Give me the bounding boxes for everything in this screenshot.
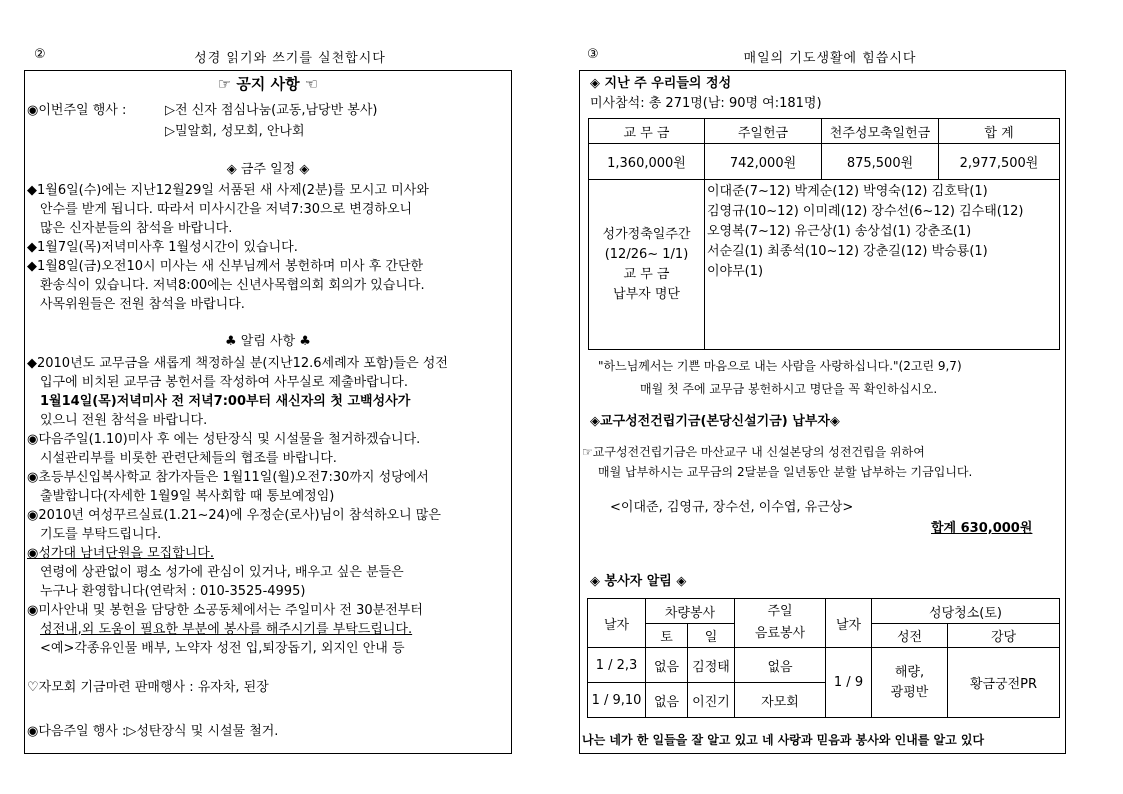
scripture-quote: "하느님께서는 기쁜 마음으로 내는 사람을 사랑하십니다."(2고린 9,7) <box>598 359 962 373</box>
notice-line: ◉2010년 여성꾸르실료(1.21~24)에 우정순(로사)님이 참석하오니 많은 <box>27 508 441 523</box>
vol-header-sanctuary: 성전 <box>872 624 948 648</box>
donor-line: 김영규(10~12) 이미례(12) 장수선(6~12) 김수태(12) <box>707 204 1024 219</box>
clean-date: 1 / 9 <box>826 648 872 718</box>
notice-line: ◉다음주일(1.10)미사 후 에는 성탄장식 및 시설물을 철거하겠습니다. <box>27 432 421 447</box>
notice-line: ◉초등부신입복사학교 참가자들은 1월11일(월)오전7:30까지 성당에서 <box>27 470 429 485</box>
donor-line: 이야무(1) <box>707 264 764 279</box>
notice-title: ☞ 공지 사항 ☜ <box>217 75 319 93</box>
clean-hall: 황금궁전PR <box>948 648 1060 718</box>
donor-label <box>589 180 705 350</box>
vol-sun: 김정태 <box>688 648 735 683</box>
fund-desc-1: ☞교구성전건립기금은 마산교구 내 신설본당의 성전건립을 위하여 <box>582 445 925 459</box>
this-week-event-2: ▷밀알회, 성모회, 안나회 <box>165 124 305 139</box>
notice-line: ♡자모회 기금마련 판매행사 : 유자차, 된장 <box>27 680 269 695</box>
offer-value: 742,000원 <box>705 144 822 180</box>
schedule-line: ◆1월8일(금)오전10시 미사는 새 신부님께서 봉헌하며 미사 후 간단한 <box>27 259 424 274</box>
notice2-title: ♣ 알림 사항 ♣ <box>225 334 311 349</box>
notice-line: 시설관리부를 비롯한 관련단체들의 협조를 바랍니다. <box>40 451 337 466</box>
schedule-line: ◆1월6일(수)에는 지난12월29일 서품된 새 사제(2분)를 모시고 미사와 <box>27 183 429 198</box>
clean-sanctuary-line: 광평반 <box>890 684 929 700</box>
fund-desc-2: 매월 납부하시는 교무금의 2달분을 일년동안 분할 납부하는 기금입니다. <box>598 465 973 479</box>
notice-line: 출발합니다(자세한 1월9일 복사회합 때 통보예정임) <box>40 489 335 504</box>
vol-header-drink <box>735 599 826 648</box>
fund-names: <이대준, 김영규, 장수선, 이수엽, 유근상> <box>610 500 854 515</box>
offering-table <box>588 118 1060 350</box>
schedule-line: ◆1월7일(목)저녁미사후 1월성시간이 있습니다. <box>27 240 298 255</box>
offering-reminder: 매월 첫 주에 교무금 봉헌하시고 명단을 꼭 확인하십시오. <box>640 382 938 396</box>
vol-header-sun: 일 <box>688 624 735 648</box>
vol-drink: 없음 <box>735 648 826 683</box>
offer-value: 1,360,000원 <box>589 144 705 180</box>
fund-title: ◈교구성전건립기금(본당신설기금) 납부자◈ <box>590 414 840 429</box>
donor-list <box>705 180 1060 350</box>
schedule-line: 많은 신자분들의 참석을 바랍니다. <box>40 221 233 236</box>
notice-line: ◆2010년도 교무금을 새롭게 책정하실 분(지난12.6세례자 포함)들은 성전 <box>27 356 448 371</box>
notice-line: 1월14일(목)저녁미사 전 저녁7:00부터 새신자의 첫 고백성사가 <box>40 394 411 409</box>
vol-header-clean: 성당청소(토) <box>872 599 1060 624</box>
schedule-line: 환송식이 있습니다. 저녁8:00에는 신년사목협의회 회의가 있습니다. <box>40 278 425 293</box>
donor-label-line: 납부자 명단 <box>613 286 680 302</box>
clean-sanctuary <box>872 648 948 718</box>
left-page-number: ② <box>34 47 47 62</box>
vol-date: 1 / 9,10 <box>588 683 646 718</box>
offer-header: 주일헌금 <box>705 119 822 144</box>
vol-sat: 없음 <box>646 648 688 683</box>
donor-line: 오영복(7~12) 유근상(1) 송상섭(1) 강춘조(1) <box>707 224 972 239</box>
offering-title: ◈ 지난 주 우리들의 정성 <box>590 76 732 91</box>
notice-line: 입구에 비치된 교무금 봉헌서를 작성하여 사무실로 제출바랍니다. <box>40 375 408 390</box>
notice-line: ◉미사안내 및 봉헌을 담당한 소공동체에서는 주일미사 전 30분전부터 <box>27 603 423 618</box>
schedule-line: 사목위원들은 전원 참석을 바랍니다. <box>40 297 245 312</box>
vol-header-sat: 토 <box>646 624 688 648</box>
vol-header-date2: 날자 <box>826 599 872 648</box>
vol-header-hall: 강당 <box>948 624 1060 648</box>
footer-verse: 나는 네가 한 일들을 잘 알고 있고 네 사랑과 믿음과 봉사와 인내를 알고 있다 <box>582 733 985 747</box>
notice-line: 기도를 부탁드립니다. <box>40 527 162 542</box>
donor-line: 이대준(7~12) 박계순(12) 박영숙(12) 김호탁(1) <box>707 184 988 199</box>
fund-total: 합계 630,000원 <box>931 521 1033 536</box>
right-page-number: ③ <box>587 47 600 62</box>
offering-panel <box>579 70 1066 754</box>
notice-line: ◉성가대 남녀단원을 모집합니다. <box>27 546 214 561</box>
vol-header-drink-1: 주일 <box>767 604 793 619</box>
donor-line: 서순길(1) 최종석(10~12) 강춘길(12) 박승룡(1) <box>707 244 988 259</box>
notice-line: 연령에 상관없이 평소 성가에 관심이 있거나, 배우고 싶은 분들은 <box>40 565 404 580</box>
attendance: 미사참석: 총 271명(남: 90명 여:181명) <box>590 96 822 111</box>
notice-line: 있으니 전원 참석을 바랍니다. <box>40 413 208 428</box>
vol-header-vehicle: 차량봉사 <box>646 599 735 624</box>
offer-value: 875,500원 <box>822 144 939 180</box>
vol-sat: 없음 <box>646 683 688 718</box>
notice-line: 누구나 환영합니다(연락처 : 010-3525-4995) <box>40 584 306 599</box>
left-page-header: 성경 읽기와 쓰기를 실천합시다 <box>194 51 386 66</box>
schedule-line: 안수를 받게 됩니다. 따라서 미사시간을 저녁7:30으로 변경하오니 <box>40 202 413 217</box>
clean-sanctuary-line: 해량, <box>894 664 925 680</box>
notice-panel <box>24 70 512 754</box>
next-week-event: ◉다음주일 행사 :▷성탄장식 및 시설물 철거. <box>27 724 279 739</box>
donor-label-line: 교 무 금 <box>623 266 670 282</box>
right-page-header: 매일의 기도생활에 힘씁시다 <box>743 51 917 66</box>
offer-value: 2,977,500원 <box>939 144 1060 180</box>
donor-label-line: (12/26~ 1/1) <box>604 246 689 262</box>
notice-line: 성전내,외 도움이 필요한 부분에 봉사를 해주시기를 부탁드립니다. <box>40 622 413 637</box>
schedule-title: ◈ 금주 일정 ◈ <box>226 162 310 177</box>
offer-header: 교 무 금 <box>589 119 705 144</box>
volunteer-table <box>587 598 1060 718</box>
this-week-label: ◉이번주일 행사 : <box>27 103 127 118</box>
vol-drink: 자모회 <box>735 683 826 718</box>
donor-label-line: 성가정축일주간 <box>602 226 691 242</box>
vol-sun: 이진기 <box>688 683 735 718</box>
notice-line: <예>각종유인물 배부, 노약자 성전 입,퇴장돕기, 외지인 안내 등 <box>40 641 405 656</box>
vol-header-drink-2: 음료봉사 <box>754 626 806 641</box>
vol-header-date: 날자 <box>588 599 646 648</box>
offer-header: 합 계 <box>939 119 1060 144</box>
vol-date: 1 / 2,3 <box>588 648 646 683</box>
this-week-event-1: ▷전 신자 점심나눔(교동,남당반 봉사) <box>165 103 378 118</box>
volunteer-title: ◈ 봉사자 알림 ◈ <box>590 574 687 589</box>
offer-header: 천주성모축일헌금 <box>822 119 939 144</box>
